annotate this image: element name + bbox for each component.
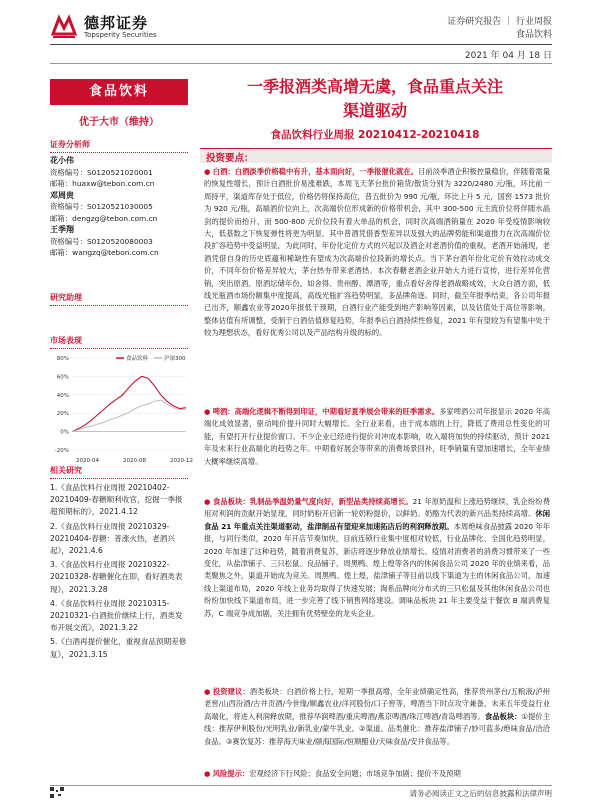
brand-name-en: Topsperity Securities — [84, 31, 157, 39]
para-advice-body2: ①提价主线：推荐伊利股份/光明乳业/新乳业/蒙牛乳业。②渠道、品类催化：推荐盐津铺子/妙可蓝多/绝味食品/洽洽食品。③赛饮复苏：推荐海天味业/颐海国际/恒顺醋业/天味食品/安井食品等。 — [204, 711, 551, 746]
para-baijiu-body: 目前淡季酒企积极控量稳价，伴随着需量的恢复性增长，预计白酒批价易涨难跌，本周飞天茅台批价箱货/散货分别为 3220/2480 元/瓶，环比前一周持平，渠道库存处于低位，价格仍将保持高位，普五批价为 990 元/瓶，环比上升 5 元，国窖 1573 批价为 920 元/瓶，高端酒价位向上，次高端价位形成新的价格带机会，其中 300-500 元主流价位将伴随水晶剑的提价而抬升，而 500-800 元价位段有着大单品的机会，同时次高端酒销量在 2020 年受疫情影响较大，低基数之下恢复弹性将更为明显。其中普酒凭借香型差异以及强大的品牌势能和渠道推力在次高端价位段扩容趋势中受益明显，为此同时，年份化定价方式的兴起以及酒企对老酒价值的重视，老酒开始涌现，老酒凭借自身的历史底蕴和稀缺性有望成为次高端价位段新的增长点。当下茅台酒年份化定价有效拉动成交价，不同年份价格差异较大，茅台热夯带来老酒热。本次春糖老酒企业开始大力进行宣传，进行差异化营销，突出原酒、原酒坛储年份，如舍得、贵州醇、潭酒等，重点看好舍得老酒战略成效，大众白酒方面，低线光瓶酒市场份额集中度提高，高线光瓶扩容趋势明显，多品牌角逐。同时，截至年报季结束，各公司年报已出齐，顺鑫农业等2020年报低于预期，白酒行业产能受到地产影响等因素，以及估值处于高位等影响，整体估值有所调整，受制于白酒估值修复趋势，年报季后白酒持续性修复，2021 年有望较为有望集中处于较为理想状态，看好优秀公司以及产品结构升级的标的。 — [204, 167, 551, 338]
related-heading: 相关研究 — [50, 465, 188, 479]
related-research-list — [50, 482, 190, 663]
analyst-entry — [50, 155, 190, 190]
bullet-icon: ● — [204, 769, 213, 778]
y-tick-label: 20% — [56, 411, 69, 418]
market-performance-chart — [50, 352, 193, 470]
para-advice-sub: 食品板块： — [484, 711, 522, 721]
para-beer-body: 多家啤酒公司年报显示 2020 年高端化成效显著，驱动吨价提升同时大幅增长。全行业来看，由于成本端的上行，降低了费用总性变化的可能，有望打开行业提价窗口。不少企业已经进行提价对冲成本影响，收入端将加快的持续驱动，预计 2021 年及未来行业高端化的趋势之年。中期看好展会等带来的消费场景回补，旺季销量有望加速增长，全年业绩大概率继续高增。 — [204, 407, 550, 466]
bullet-icon: ● — [204, 687, 213, 696]
analysts-heading: 证券分析师 — [50, 139, 188, 153]
bullet-icon: ● — [204, 407, 213, 416]
para-baijiu-head: 白酒：白酒淡季价格稳中有升，基本面向好，一季报催化就在。 — [212, 167, 419, 176]
analyst-entry — [50, 190, 190, 225]
para-food-head: 食品板块：乳制品季温奶量气度向好，新型品类持续高增长。 — [212, 497, 413, 506]
para-baijiu — [204, 166, 550, 340]
analyst-cert: 资格编号：S0120521020001 — [50, 167, 153, 177]
legend-label: 沪深300 — [164, 356, 186, 362]
analyst-email[interactable]: 邮箱：huaxw@tebon.com.cn — [50, 179, 155, 188]
para-advice — [204, 686, 550, 748]
para-food — [204, 496, 550, 620]
para-risk-head: 风险提示： — [212, 769, 250, 778]
y-tick-label: 40% — [56, 392, 69, 399]
brand-name-cn: 德邦证券 — [84, 14, 149, 32]
qr-code-icon — [50, 787, 64, 798]
analyst-name: 王季翔 — [50, 225, 74, 234]
y-tick-label: 0% — [60, 429, 69, 436]
analyst-entry — [50, 224, 190, 259]
report-category — [447, 16, 552, 42]
investment-points-label: 投资要点： — [206, 153, 254, 164]
report-date: 2021 年 04 月 18 日 — [464, 51, 552, 61]
report-sector: 食品饮料 — [515, 30, 552, 40]
report-type: 证券研究报告 ｜ 行业周报 — [447, 17, 552, 27]
related-item[interactable]: 1.《食品饮料行业周报 20210402-20210409-春糖顺利收官，挖掘一季报超预期标的》，2021.4.12 — [50, 483, 183, 517]
para-beer — [204, 406, 550, 468]
series-line-csi300 — [72, 400, 186, 431]
analyst-email[interactable]: 邮箱：wangzq@tebon.com.cn — [50, 248, 159, 257]
x-tick-label: 2020-08 — [123, 458, 146, 464]
para-advice-body: 酒类板块：白酒价格上行，短期一季报高增，全年业绩确定性高，推荐贵州茅台/五粮液/泸州老窖/山西汾酒/古井贡酒/今世缘/顺鑫农业/洋河股份/口子窖等，啤酒当下时点攻守兼备，未来五年受益行业高端化，将进入利润释放期，推荐华润啤酒/重庆啤酒/燕京啤酒/珠江啤酒/青岛啤酒等。 — [204, 687, 550, 721]
analyst-list — [50, 155, 190, 259]
x-tick-label: 2020-04 — [76, 458, 99, 464]
para-food-body2: 本周绝味食品披露 2020 年年报，与同行类似，2020 年开店节奏加快，目前连锁行业集中度相对较低，行业品牌化、全国化趋势明显，2020 年加速了这种趋势，随着消费复苏，新店将逐步释放业绩增长。疫情对消费者的消费习惯带来了一些变化，从盐津铺子、三只松鼠、良品铺子、周黑鸭、煌上煌等各内的休闲食品公司 2020 年的业绩来看，品类聚焦之外，渠道开始成为竞关。周黑鸭、煌上煌，盐津铺子等目前以线下渠道为主的休闲食品公司，加速线上渠道布局，2020 年线上业务均取得了快速发展；淘系品牌向分布式的三只松鼠及其他休闲食品公司也纷纷加快线下渠道布局，进一步完善了线下销售网络建设。调味品板块 21 年主要受益于餐饮 B 端消费复苏，C 端竞争成加剧，关注拥有优势壁垒的龙头企业。 — [204, 521, 551, 618]
para-food-body1: 21 年原奶温和上涨趋势继续，乳企纷纷费用对利润的贡献开始显现，同时奶粉开启新一轮奶粉提价，以鲜奶、奶酪为代表的新兴品类持续高增。 — [204, 497, 551, 519]
assistant-heading: 研究助理 — [50, 292, 188, 306]
analyst-name: 邓周贵 — [50, 190, 74, 200]
series-line-food-beverage — [72, 376, 186, 431]
report-title — [200, 75, 550, 123]
analyst-name: 花小伟 — [50, 156, 74, 165]
related-item[interactable]: 5.《白酒再提价催化，重视食品预期差修复》，2021.3.15 — [50, 637, 187, 659]
analyst-cert: 资格编号：S0120521030005 — [50, 202, 153, 211]
analyst-cert: 资格编号：S0120520080003 — [50, 236, 153, 246]
para-risk — [204, 768, 550, 780]
footer-disclaimer: 请务必阅读正文之后的信息披露和法律声明 — [409, 789, 552, 798]
para-risk-body: 宏观经济下行风险；食品安全问题；市场竞争加剧；提价不及预期 — [249, 769, 461, 778]
analyst-email[interactable]: 邮箱：dengzg@tebon.com.cn — [50, 213, 158, 223]
para-food-head2: 休闲食品 21 年重点关注渠道驱动，盐津制品有望迎来加速拓店后的利润释放期。 — [204, 509, 551, 531]
para-beer-head: 啤酒：高端化逻辑不断得到印证，中期看好夏季展会带来的旺季需求。 — [212, 407, 440, 416]
header-divider — [50, 44, 552, 45]
related-item[interactable]: 3.《食品饮料行业周报 20210322-20210328-春糖催化在即，看好酒类表现》，2021.3.28 — [50, 560, 183, 594]
title-line-1: 一季报酒类高增无虞，食品重点关注 — [246, 77, 503, 96]
y-tick-label: -20% — [54, 448, 69, 454]
bullet-icon: ● — [204, 497, 213, 506]
report-subtitle: 食品饮料行业周报 20210412-20210418 — [270, 129, 480, 141]
tebon-logo-icon — [50, 12, 78, 40]
x-tick-label: 2020-12 — [170, 458, 193, 464]
market-heading: 市场表现 — [50, 335, 188, 349]
footer-divider — [50, 785, 552, 786]
para-advice-head: 投资建议： — [212, 687, 250, 696]
rating: 优于大市（维持） — [79, 117, 159, 128]
related-item[interactable]: 2.《食品饮料行业周报 20210329-20210404-春糖：普涨火热，老酒兴起》，2021.4.6 — [50, 521, 175, 556]
title-line-2: 渠道驱动 — [342, 101, 407, 120]
y-tick-label: 80% — [56, 356, 69, 362]
related-item[interactable]: 4.《食品饮料行业周报 20210315-20210321-白酒批价继续上行，酒类发布开展交流》，2021.3.22 — [50, 598, 183, 633]
bullet-icon: ● — [204, 167, 213, 176]
header-divider-thin — [50, 63, 552, 64]
sector-tag: 食品饮料 — [50, 79, 188, 105]
y-tick-label: 60% — [56, 374, 69, 381]
legend-label: 食品饮料 — [126, 356, 149, 362]
